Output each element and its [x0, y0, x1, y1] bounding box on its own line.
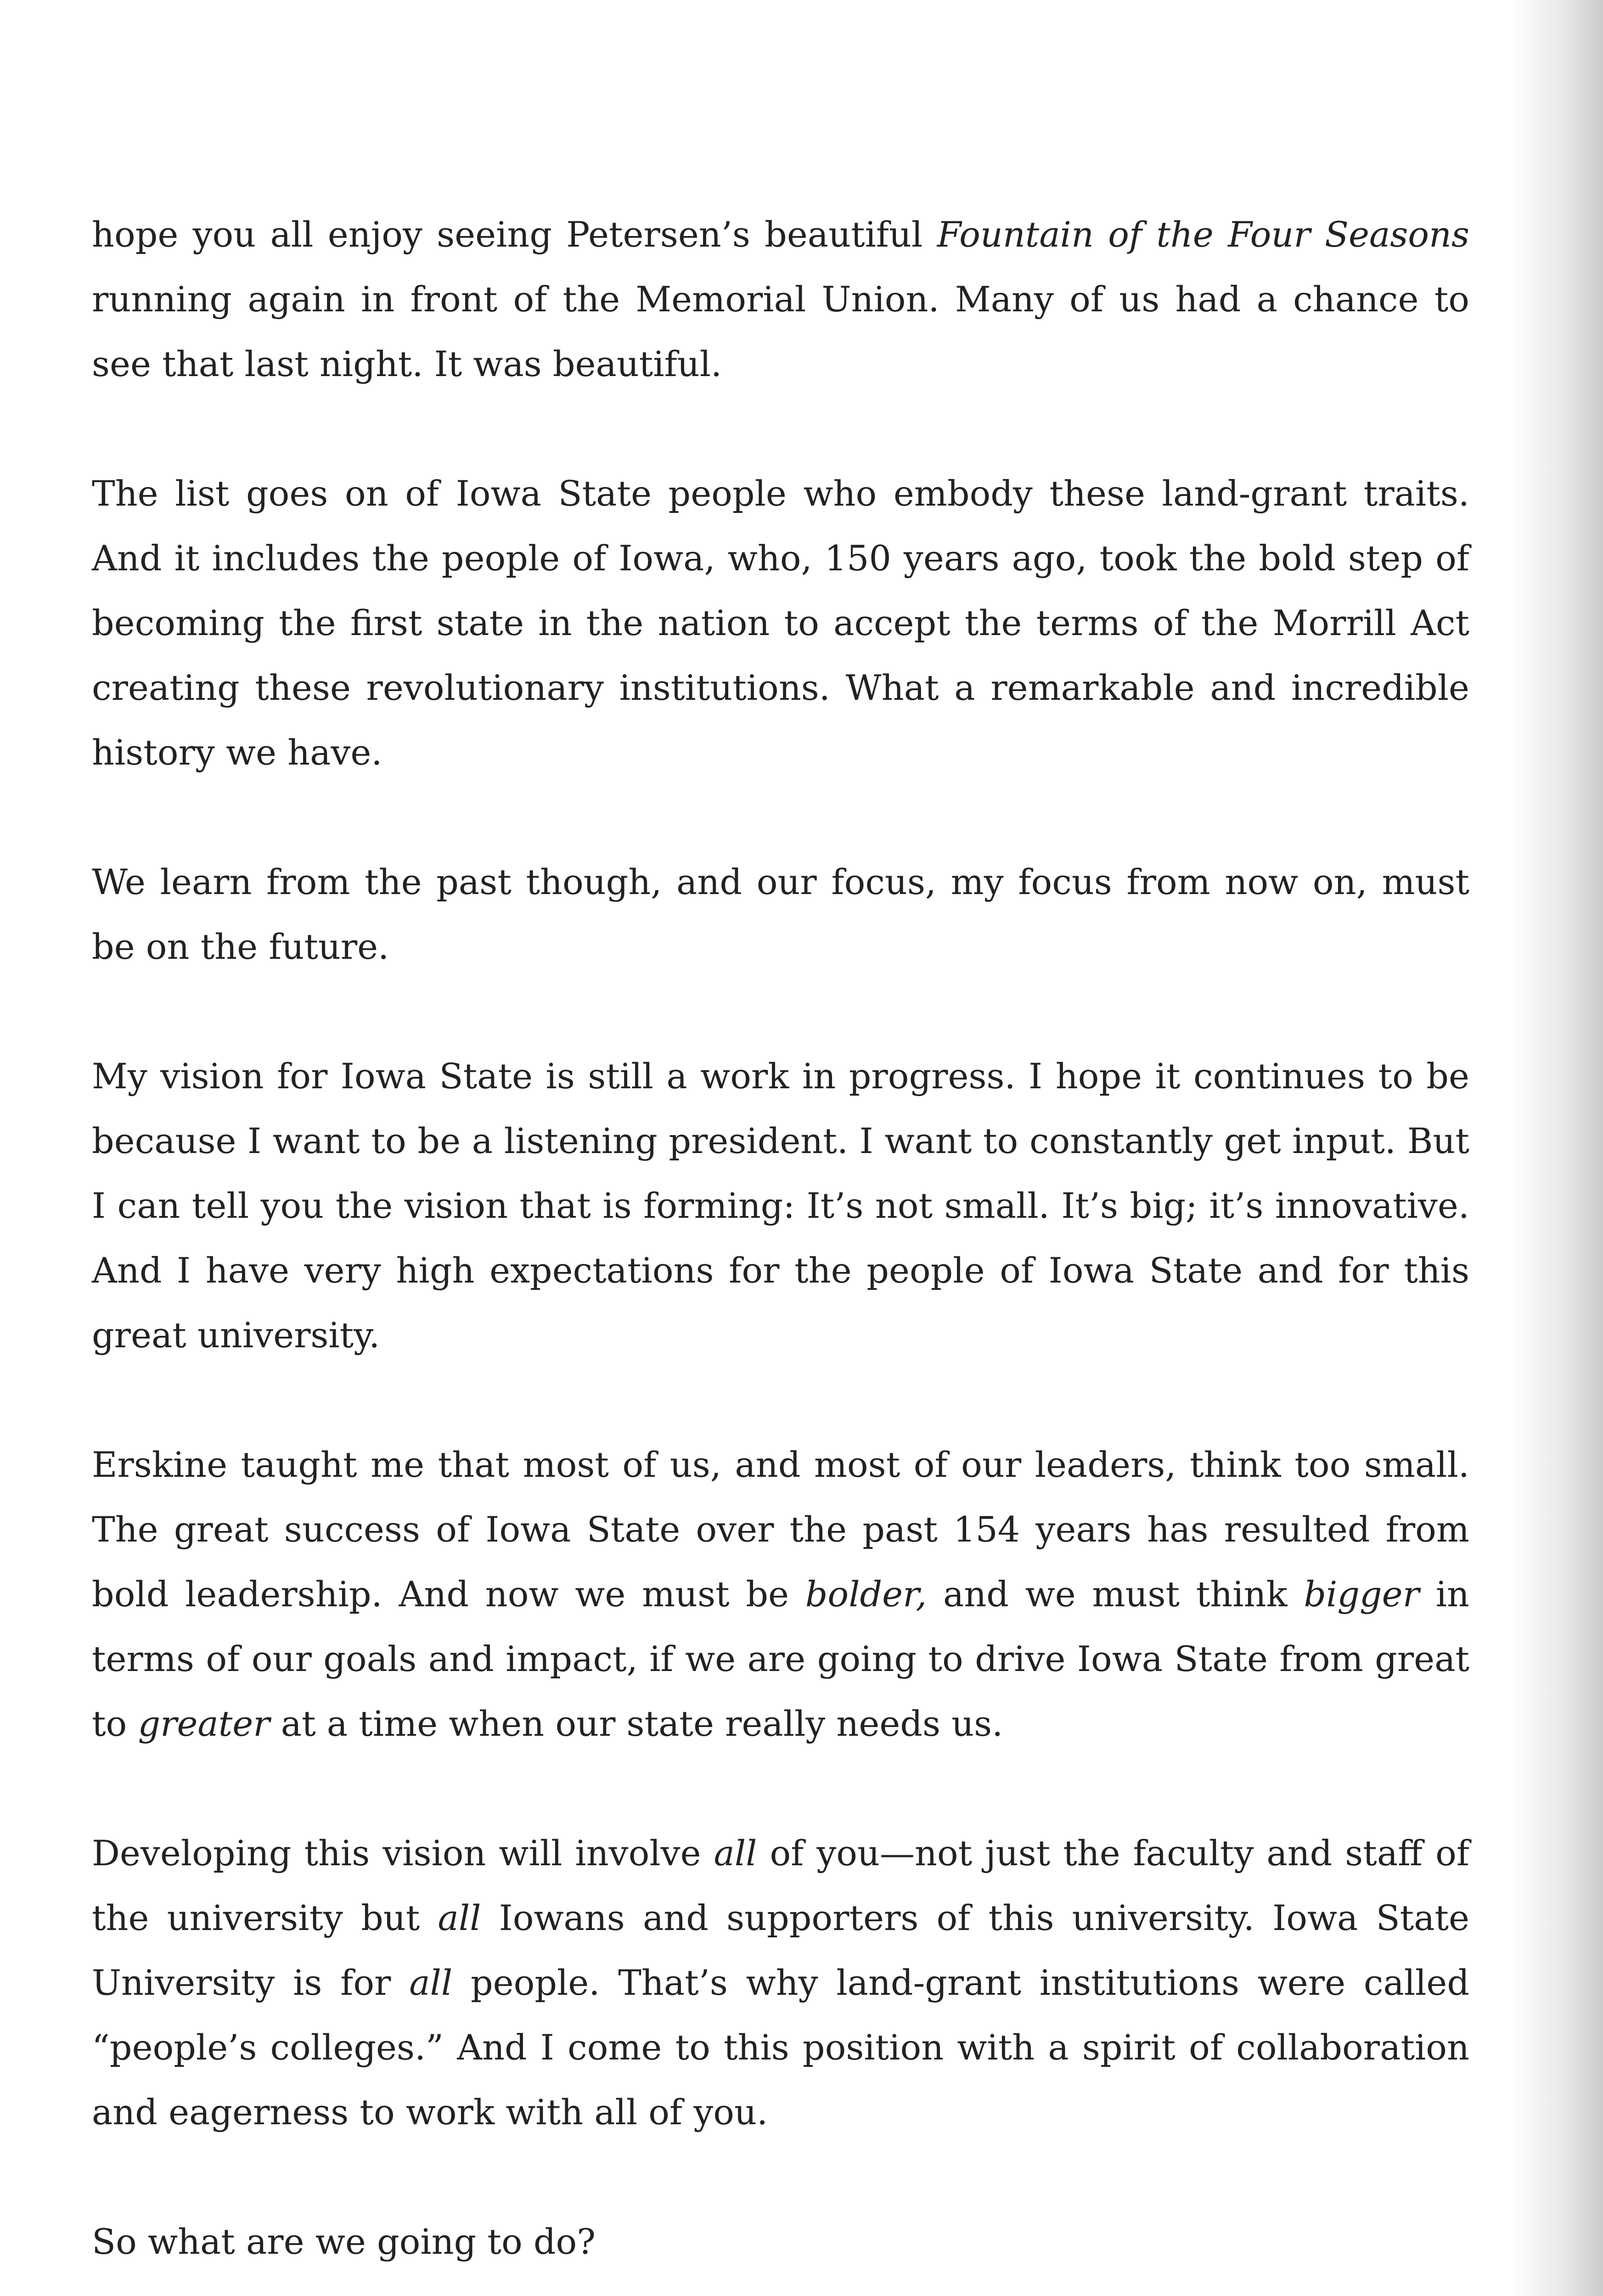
text-run: So what are we going to do?: [92, 2221, 596, 2262]
text-run: and we must think: [927, 1574, 1304, 1615]
text-run: people. That’s why land-grant institutions were called “people’s colleges.” And I come to this position with a spirit of collaboration and eagerness to work with all of you.: [92, 1962, 1469, 2133]
text-run: at a time when our state really needs us.: [270, 1703, 1003, 1744]
page-binding-shadow: [1511, 0, 1603, 2296]
italic-text: greater: [138, 1703, 270, 1744]
italic-text: bolder,: [805, 1574, 927, 1615]
paragraph: [92, 850, 1469, 979]
text-run: Iowans and supporters of this university. Iowa State University is for: [92, 1897, 1469, 2003]
paragraph: [92, 1044, 1469, 1367]
text-run: running again in front of the Memorial Union. Many of us had a chance to see that last night. It was beautiful.: [92, 279, 1469, 384]
paragraph: [92, 2209, 1469, 2274]
paragraph: [92, 202, 1469, 396]
text-run: The list goes on of Iowa State people who embody these land-grant traits. And it includes the people of Iowa, who, 150 years ago, took the bold step of becoming the first state in the nation to accept the terms of the Morrill Act creating these revolutionary institutions. What a remarkable and incredible history we have.: [92, 473, 1469, 773]
text-run: Developing this vision will involve: [92, 1833, 714, 1874]
italic-text: all: [438, 1897, 481, 1938]
text-run: We learn from the past though, and our focus, my focus from now on, must be on the future.: [92, 861, 1469, 967]
italic-text: bigger: [1304, 1574, 1419, 1615]
paragraph: [92, 461, 1469, 785]
body-text: [92, 202, 1469, 2296]
text-run: in terms of our goals and impact, if we are going to drive Iowa State from great to: [92, 1574, 1469, 1744]
italic-text: all: [409, 1962, 453, 2003]
italic-text: Fountain of the Four Seasons: [937, 214, 1470, 255]
text-run: My vision for Iowa State is still a work in progress. I hope it continues to be because I want to be a listening president. I want to constantly get input. But I can tell you the vision that is forming: It’s not small. It’s big; it’s innovative. And I have very high expectations for the people of Iowa State and for this great university.: [92, 1056, 1469, 1356]
paragraph: [92, 1432, 1469, 1756]
italic-text: all: [714, 1833, 757, 1874]
text-run: of you—not just the faculty and staff of the university but: [92, 1833, 1469, 1938]
paragraph: [92, 1821, 1469, 2144]
text-run: Erskine taught me that most of us, and most of our leaders, think too small. The great success of Iowa State over the past 154 years has resulted from bold leadership. And now we must be: [92, 1444, 1469, 1615]
text-run: hope you all enjoy seeing Petersen’s beautiful: [92, 214, 937, 255]
